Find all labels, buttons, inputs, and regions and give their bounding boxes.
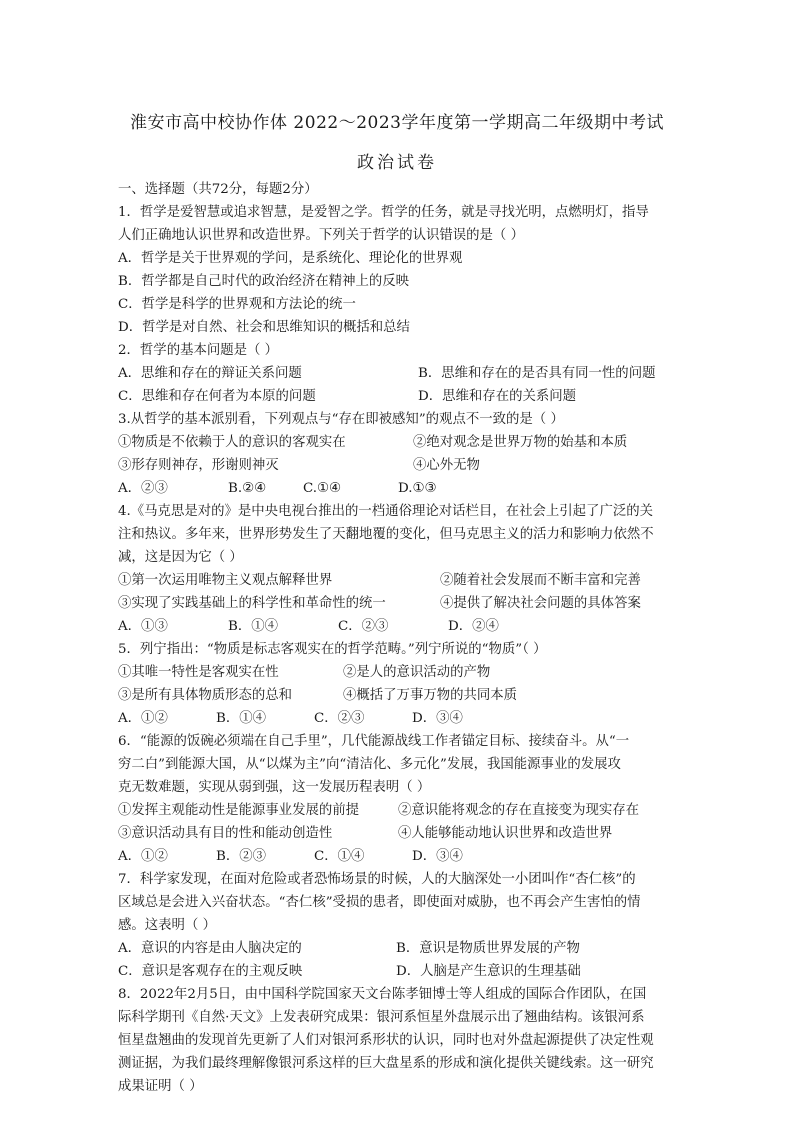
q4-item-2: ②随着社会发展而不断丰富和完善 (440, 573, 641, 588)
q2-stem: 2．哲学的基本问题是（ ） (118, 343, 279, 358)
q6-item-3: ③意识活动具有目的性和能动创造性 (118, 826, 333, 841)
q8-stem-line: 际科学期刊《自然·天文》上发表研究成果：银河系恒星外盘展示出了翘曲结构。该银河系 (118, 1010, 645, 1025)
q8-stem-line: 恒星盘翘曲的发现首先更新了人们对银河系形状的认识，同时也对外盘起源提供了决定性观 (118, 1033, 654, 1048)
q6-option-a: A．①② (118, 849, 168, 864)
q1-stem-line: 1．哲学是爱智慧或追求智慧，是爱智之学。哲学的任务，就是寻找光明，点燃明灯，指导 (118, 205, 649, 220)
q7-option-c: C．意识是客观存在的主观反映 (118, 964, 303, 979)
q1-option-c: C．哲学是科学的世界观和方法论的统一 (118, 297, 356, 312)
q4-item-1: ①第一次运用唯物主义观点解释世界 (118, 573, 333, 588)
q1-option-d: D．哲学是对自然、社会和思维知识的概括和总结 (118, 320, 410, 335)
q5-item-3: ③是所有具体物质形态的总和 (118, 688, 293, 703)
q4-option-d: D．②④ (448, 619, 499, 634)
q7-stem-line: 7．科学家发现，在面对危险或者恐怖场景的时候，人的大脑深处一小团叫作“杏仁核”的 (118, 872, 636, 887)
q3-option-a: A．②③ (118, 481, 168, 496)
q7-stem-line: 区域总是会进入兴奋状态。“杏仁核”受损的患者，即使面对威胁，也不再会产生害怕的情 (118, 895, 641, 910)
q5-item-2: ②是人的意识活动的产物 (343, 665, 491, 680)
q6-item-2: ②意识能将观念的存在直接变为现实存在 (398, 803, 640, 818)
q6-stem-line: 克无数难题，实现从弱到强，这一发展历程表明（ ） (118, 780, 431, 795)
q4-option-a: A．①③ (118, 619, 168, 634)
q3-item-4: ④心外无物 (413, 458, 480, 473)
q1-option-b: B．哲学都是自己时代的政治经济在精神上的反映 (118, 274, 410, 289)
q7-option-a: A．意识的内容是由人脑决定的 (118, 941, 302, 956)
q3-option-b: B.②④ (228, 481, 267, 496)
exam-subtitle: 政治试卷 (357, 153, 437, 173)
q5-option-a: A．①② (118, 711, 168, 726)
q2-option-d: D．思维和存在的关系问题 (418, 389, 577, 404)
q3-item-3: ③形存则神存，形谢则神灭 (118, 458, 279, 473)
q1-option-a: A．哲学是关于世界观的学问，是系统化、理论化的世界观 (118, 251, 463, 266)
q6-stem-line: 6．“能源的饭碗必须端在自己手里”，几代能源战线工作者锚定目标、接续奋斗。从“一 (118, 734, 630, 749)
q6-option-b: B．②③ (216, 849, 267, 864)
q4-stem-line: 4.《马克思是对的》是中央电视台推出的一档通俗理论对话栏目，在社会上引起了广泛的关 (118, 504, 654, 519)
q5-options (118, 710, 463, 728)
q6-item-1: ①发挥主观能动性是能源事业发展的前提 (118, 803, 360, 818)
q2-option-a: A．思维和存在的辩证关系问题 (118, 366, 302, 381)
q8-stem-line: 成果证明（ ） (118, 1079, 203, 1094)
q7-option-b: B．意识是物质世界发展的产物 (396, 941, 580, 956)
q3-item-2: ②绝对观念是世界万物的始基和本质 (413, 435, 628, 450)
q5-item-1: ①其唯一特性是客观实在性 (118, 665, 279, 680)
q5-option-d: D．③④ (412, 711, 463, 726)
q7-stem-line: 感。这表明（ ） (118, 918, 216, 933)
q3-option-d: D.①③ (398, 481, 437, 496)
q4-stem-line: 注和热议。多年来，世界形势发生了天翻地覆的变化，但马克思主义的活力和影响力依然不 (118, 527, 654, 542)
q4-item-4: ④提供了解决社会问题的具体答案 (440, 596, 641, 611)
q4-option-b: B．①④ (228, 619, 279, 634)
q3-item-1: ①物质是不依赖于人的意识的客观实在 (118, 435, 346, 450)
q4-item-3: ③实现了实践基础上的科学性和革命性的统一 (118, 596, 386, 611)
q1-stem-line: 人们正确地认识世界和改造世界。下列关于哲学的认识错误的是（ ） (118, 228, 524, 243)
q8-stem-line: 测证据，为我们最终理解像银河系这样的巨大盘星系的形成和演化提供关键线索。这一研究 (118, 1056, 654, 1071)
q3-stem: 3.从哲学的基本派别看，下列观点与“存在即被感知”的观点不一致的是（ ） (118, 412, 564, 427)
q2-option-c: C．思维和存在何者为本原的问题 (118, 389, 316, 404)
q2-option-b: B．思维和存在的是否具有同一性的问题 (418, 366, 656, 381)
q7-option-d: D．人脑是产生意识的生理基础 (396, 964, 581, 979)
q3-option-c: C.①④ (303, 481, 342, 496)
q6-option-d: D．③④ (412, 849, 463, 864)
q4-option-c: C．②③ (338, 619, 389, 634)
q5-stem: 5．列宁指出：“物质是标志客观实在的哲学范畴。”列宁所说的“物质”（ ） (118, 642, 547, 657)
q4-options (118, 618, 499, 636)
q4-stem-line: 减，这是因为它（ ） (118, 550, 243, 565)
q6-options (118, 848, 463, 866)
q5-option-c: C．②③ (314, 711, 365, 726)
q6-option-c: C．①④ (314, 849, 365, 864)
q6-item-4: ④人能够能动地认识世界和改造世界 (398, 826, 613, 841)
exam-title: 淮安市高中校协作体 2022～2023学年度第一学期高二年级期中考试 (130, 113, 664, 133)
q8-stem-line: 8．2022年2月5日，由中国科学院国家天文台陈孝钿博士等人组成的国际合作团队，在国 (118, 987, 647, 1002)
q6-stem-line: 穷二白”到能源大国，从“以煤为主”向“清洁化、多元化”发展，我国能源事业的发展攻 (118, 757, 621, 772)
q3-options (118, 480, 437, 498)
q5-item-4: ④概括了万事万物的共同本质 (343, 688, 518, 703)
q5-option-b: B．①④ (216, 711, 267, 726)
section-heading: 一、选择题（共72分，每题2分） (118, 182, 318, 197)
